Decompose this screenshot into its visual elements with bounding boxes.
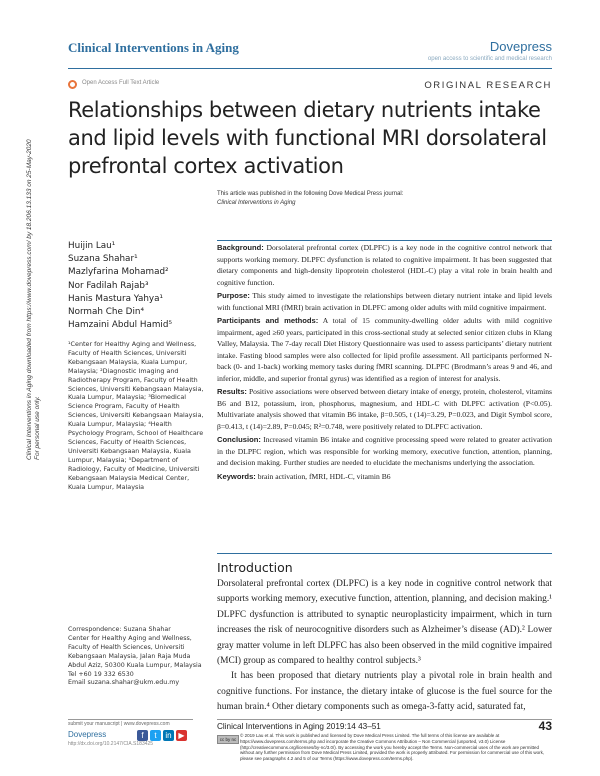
abstract-keywords: Keywords: brain activation, fMRI, HDL-C, vitamin B6 — [217, 471, 391, 481]
author: Mazlyfarina Mohamad² — [68, 267, 169, 278]
article-type: ORIGINAL RESEARCH — [424, 80, 552, 91]
open-access-icon — [68, 80, 77, 89]
correspondence-tel: Tel +60 19 332 6530 — [68, 670, 134, 678]
abstract-label: Keywords: — [217, 471, 256, 481]
facebook-icon[interactable]: f — [137, 730, 148, 741]
journal-title: Clinical Interventions in Aging — [68, 40, 239, 55]
correspondence — [68, 626, 208, 688]
abstract-label: Purpose: — [217, 291, 250, 300]
abstract-label: Background: — [217, 243, 264, 252]
publication-note-text: This article was published in the following Dove Medical Press journal: — [217, 191, 404, 197]
abstract-conclusion: Conclusion: Increased vitamin B6 intake and cognitive processing speed were related to greater activation in the DLPFC region, which was responsible for working memory, executive function, attention, planning, and decision making. Further studies are needed to elucidate the mechanisms underlying the association. — [217, 435, 553, 467]
correspondence-email[interactable]: Email suzana.shahar@ukm.edu.my — [68, 679, 180, 687]
author: Normah Che Din⁴ — [68, 307, 145, 318]
abstract-label: Results: — [217, 387, 247, 396]
footer-dovepress-logo[interactable]: Dovepress — [68, 730, 107, 739]
footer-divider — [68, 719, 193, 720]
open-access-label: Open Access Full Text Article — [82, 80, 160, 86]
introduction-heading: Introduction — [217, 560, 293, 575]
affiliations: ¹Center for Healthy Aging and Wellness, Faculty of Health Sciences, Universiti Kebangsaan Malaysia, Kuala Lumpur, Malaysia; ²Diagnostic Imaging and Radiotherapy Program, Faculty of Health Sciences, Universiti Kebangsaan Malaysia, Kuala Lumpur, Malaysia; ³Biomedical Science Program, Faculty of Health Sciences, Universiti Kebangsaan Malaysia, Kuala Lumpur, Malaysia; ⁴Health Psychology Program, School of Healthcare Sciences, Faculty of Health Sciences, Universiti Kebangsaan Malaysia, Kuala Lumpur, Malaysia; ⁵Department of Radiology, Faculty of Medicine, Universiti Kebangsaan Malaysia Medical Center, Kuala Lumpur, Malaysia — [68, 340, 204, 491]
linkedin-icon[interactable]: in — [163, 730, 174, 741]
submit-manuscript-link[interactable]: submit your manuscript | www.dovepress.com — [68, 721, 170, 727]
abstract-methods: Participants and methods: A total of 15 community-dwelling older adults with mild cognitive impairment, aged ≥60 years, participated in this cross-sectional study at selected senior citizen clubs in Klang Valley, Malaysia. The 7-day recall Diet History Questionnaire was used to assess participants’ dietary nutrient intake. Fasting blood samples were also collected for lipid profile assessment. All participants performed N-back (0- and 1-back) working memory tasks during fMRI scanning. DLPFC (Brodmann’s areas 9 and 46, and inferior, middle, and superior frontal gyrus) was identified as a region of interest for analysis. — [217, 316, 552, 383]
abstract-label: Conclusion: — [217, 435, 261, 444]
page-number: 43 — [538, 719, 552, 733]
header-divider — [68, 68, 552, 69]
footer-divider — [217, 719, 552, 720]
author: Hanis Mastura Yahya¹ — [68, 293, 164, 304]
correspondence-name: Correspondence: Suzana Shahar — [68, 626, 171, 633]
download-watermark — [2, 139, 41, 460]
article-title: Relationships between dietary nutrients intake and lipid levels with functional MRI dorsolateral prefrontal cortex activation — [68, 98, 547, 178]
footer-citation: Clinical Interventions in Aging 2019:14 43–51 — [217, 722, 381, 731]
license-text: © 2019 Lau et al. This work is published and licensed by Dove Medical Press Limited. The full terms of this license are available at https://www.dovepress.com/terms.php and incorporate the Creative Commons Attribution – Non Commercial (unported, v3.0) License (http://creativecommons.org/licenses/by-nc/3.0/). By accessing the work you hereby accept the Terms. Non-commercial uses of the work are permitted without any further permission from Dove Medical Press Limited, provided the work is properly attributed. For permission for commercial use of this work, please see paragraphs 4.2 and 5 of our Terms (https://www.dovepress.com/terms.php). — [240, 733, 545, 762]
doi-link[interactable]: http://dx.doi.org/10.2147/CIA.S183425 — [68, 741, 154, 747]
personal-use-line: For personal use only. — [34, 396, 41, 460]
author: Suzana Shahar¹ — [68, 254, 138, 265]
twitter-icon[interactable]: t — [150, 730, 161, 741]
abstract-purpose: Purpose: This study aimed to investigate the relationships between dietary nutrient intake and lipid levels with functional MRI (fMRI) brain activation in DLPFC among older adults with mild cognitive impairment. — [217, 291, 553, 312]
dovepress-tagline: open access to scientific and medical research — [427, 56, 552, 62]
author: Huijin Lau¹ — [68, 241, 116, 251]
author-list — [68, 240, 172, 332]
abstract-background: Background: Dorsolateral prefrontal cortex (DLPFC) is a key node in the cognitive control network that supports working memory. DLPFC dysfunction is related to cognitive impairment. It has been suggested that dietary components and high-density lipoprotein cholesterol (HDL-C) play a vital role in brain health and cognitive function. — [217, 243, 552, 287]
creative-commons-badge[interactable]: cc by nc — [217, 735, 239, 744]
dovepress-logo[interactable]: Dovepress — [489, 39, 552, 54]
correspondence-address: Center for Healthy Aging and Wellness, Faculty of Health Sciences, Universiti Kebangsaan Malaysia, Jalan Raja Muda Abdul Aziz, 50300 Kuala Lumpur, Malaysia — [68, 634, 202, 669]
publication-note-journal[interactable]: Clinical Interventions in Aging — [217, 200, 296, 206]
abstract — [217, 240, 552, 484]
section-divider — [217, 553, 552, 554]
author: Nor Fadilah Rajab³ — [68, 280, 149, 291]
youtube-icon[interactable]: ▶ — [176, 730, 187, 741]
introduction-body — [217, 577, 552, 716]
introduction-paragraph: It has been proposed that dietary nutrients play a pivotal role in brain health and cognitive functions. For instance, the dietary intake of glucose is the fuel source for the human brain.⁴ Other dietary components such as omega-3-fatty acid, saturated fat, — [217, 671, 552, 713]
abstract-results: Results: Positive associations were observed between dietary intake of energy, protein, cholesterol, vitamins B6 and B12, potassium, iron, phosphorus, magnesium, and HDL-C with DLPFC activation (P<0.05). Multivariate analysis showed that vitamin B6 intake, β=0.505, t (14)=3.29, P=0.023, and Digit Symbol score, β=0.413, t (14)=2.89, P=0.045; R²=0.748, were positively related to DLPFC activation. — [217, 387, 552, 431]
abstract-label: Participants and methods: — [217, 316, 319, 325]
download-watermark-line: Clinical Interventions in Aging downloaded from https://www.dovepress.com/ by 18.206.13.133 on 25-May-2020 — [26, 139, 33, 460]
author: Hamzaini Abdul Hamid⁵ — [68, 320, 172, 331]
publication-note — [217, 190, 403, 208]
introduction-paragraph: Dorsolateral prefrontal cortex (DLPFC) is a key node in cognitive control network that supports working memory, executive function, attention, planning, and decision making.¹ DLPFC dysfunction is attributed to synaptic neuroplasticity impairment, which in turn increases the risk of neurocognitive disorders such as Alzheimer’s disease (AD).² Lower gray matter volume in left DLPFC has also been observed in the mild cognitive impaired (MCI) group as compared to healthy control subjects.³ — [217, 579, 552, 667]
